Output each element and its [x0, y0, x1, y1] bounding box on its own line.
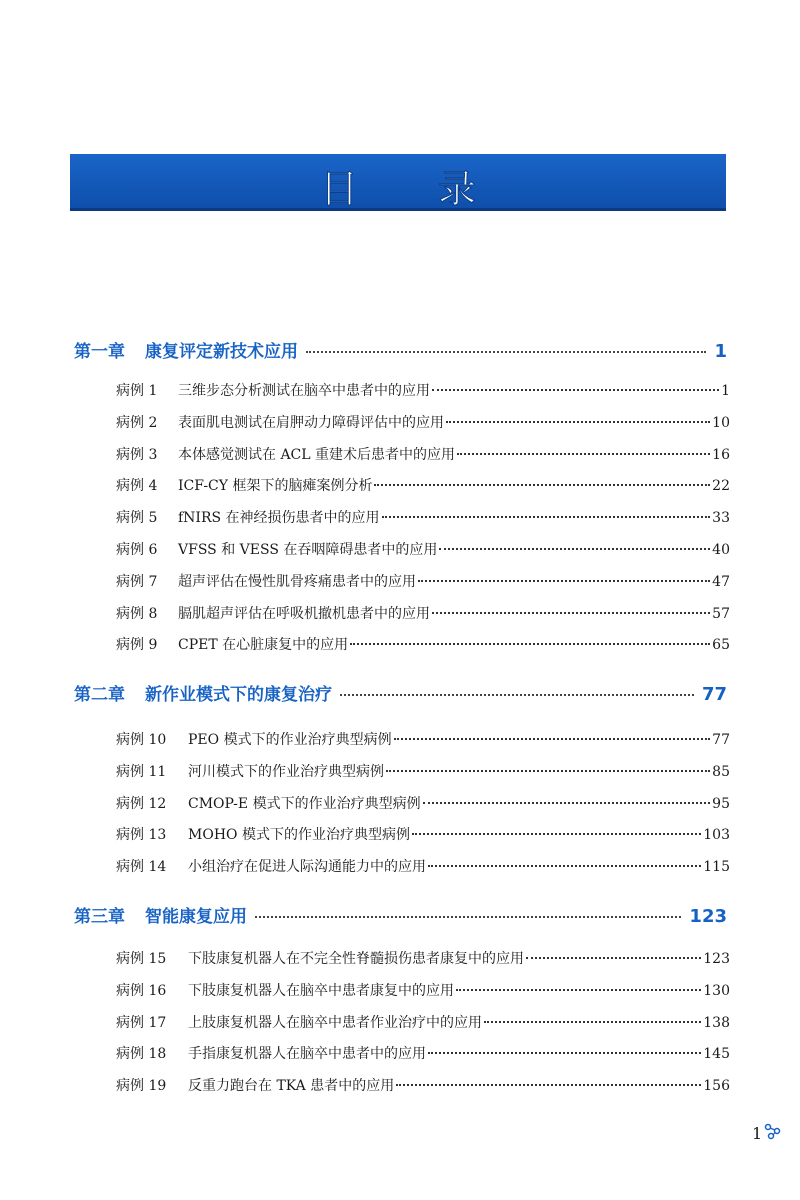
case-page-number: 57 [712, 605, 730, 622]
case-title: CPET 在心脏康复中的应用 [178, 637, 349, 654]
dot-leader [446, 421, 710, 423]
dot-leader [423, 802, 711, 804]
case-number: 病例 14 [116, 859, 167, 876]
case-number: 病例 19 [116, 1078, 167, 1095]
case-row[interactable] [116, 1012, 730, 1036]
case-row[interactable] [116, 824, 730, 848]
dot-leader [374, 484, 710, 486]
case-page-number: 33 [712, 510, 730, 527]
case-number: 病例 12 [116, 795, 167, 812]
case-row[interactable] [116, 980, 730, 1004]
dot-leader [456, 989, 701, 991]
case-title: fNIRS 在神经损伤患者中的应用 [178, 510, 380, 527]
chapter-row[interactable] [74, 337, 727, 365]
dot-leader [306, 351, 706, 353]
case-title: MOHO 模式下的作业治疗典型病例 [188, 827, 410, 844]
dot-leader [484, 1021, 701, 1023]
dot-leader [432, 389, 719, 391]
dot-leader [350, 643, 710, 645]
case-page-number: 10 [712, 414, 730, 431]
dot-leader [457, 453, 710, 455]
case-title: 本体感觉测试在 ACL 重建术后患者中的应用 [178, 446, 456, 463]
case-title: ICF-CY 框架下的脑瘫案例分析 [178, 478, 373, 495]
case-title: 河川模式下的作业治疗典型病例 [188, 763, 384, 780]
dot-leader [432, 612, 710, 614]
footer [752, 1122, 782, 1144]
case-title: PEO 模式下的作业治疗典型病例 [188, 732, 392, 748]
case-page-number: 145 [703, 1046, 730, 1063]
case-number: 病例 1 [116, 383, 158, 399]
case-title: VFSS 和 VESS 在吞咽障碍患者中的应用 [178, 542, 438, 558]
dot-leader [428, 1052, 701, 1054]
case-title: 超声评估在慢性肌骨疼痛患者中的应用 [178, 573, 416, 590]
chapter-page-number: 1 [714, 341, 727, 362]
chapter-row[interactable] [74, 902, 727, 930]
case-row[interactable] [116, 761, 730, 785]
dot-leader [386, 770, 710, 772]
case-title: 膈肌超声评估在呼吸机撤机患者中的应用 [178, 605, 430, 622]
chapter-page-number: 77 [701, 684, 727, 705]
chapter-number: 第一章 [74, 342, 125, 362]
case-page-number: 1 [721, 383, 730, 399]
case-row[interactable] [116, 1043, 730, 1067]
chapter-number: 第三章 [74, 907, 125, 927]
dot-leader [412, 833, 701, 835]
case-number: 病例 16 [116, 982, 167, 999]
case-page-number: 115 [703, 859, 730, 876]
case-page-number: 22 [712, 478, 730, 495]
case-number: 病例 4 [116, 478, 158, 495]
dot-leader [394, 738, 711, 740]
chapter-title: 康复评定新技术应用 [145, 342, 298, 362]
dot-leader [340, 694, 694, 696]
case-title: 下肢康复机器人在脑卒中患者康复中的应用 [188, 982, 454, 999]
case-page-number: 123 [703, 951, 730, 967]
case-title: 下肢康复机器人在不完全性脊髓损伤患者康复中的应用 [188, 951, 524, 967]
dot-leader [428, 865, 701, 867]
dot-leader [255, 916, 681, 918]
case-number: 病例 2 [116, 414, 158, 431]
case-row[interactable] [116, 539, 730, 563]
case-page-number: 156 [703, 1078, 730, 1095]
case-number: 病例 6 [116, 542, 158, 558]
case-title: 反重力跑台在 TKA 患者中的应用 [188, 1078, 395, 1095]
dot-leader [418, 580, 710, 582]
page-title: 目 录 [319, 167, 511, 211]
case-number: 病例 18 [116, 1046, 167, 1063]
case-title: 手指康复机器人在脑卒中患者中的应用 [188, 1046, 426, 1063]
case-row[interactable] [116, 507, 730, 531]
case-page-number: 130 [703, 982, 730, 999]
case-number: 病例 17 [116, 1014, 167, 1031]
chapter-number: 第二章 [74, 685, 125, 705]
chapter-row[interactable] [74, 680, 727, 708]
case-page-number: 40 [712, 542, 730, 558]
page-number: 1 [752, 1123, 763, 1143]
case-number: 病例 7 [116, 573, 158, 590]
case-page-number: 95 [712, 795, 730, 812]
chapter-title: 智能康复应用 [145, 907, 247, 927]
case-page-number: 16 [712, 446, 730, 463]
case-row[interactable] [116, 444, 730, 468]
case-number: 病例 5 [116, 510, 158, 527]
case-page-number: 47 [712, 573, 730, 590]
case-title: 上肢康复机器人在脑卒中患者作业治疗中的应用 [188, 1014, 482, 1031]
case-page-number: 103 [703, 827, 730, 844]
dot-leader [439, 548, 710, 550]
case-number: 病例 15 [116, 951, 167, 967]
case-row[interactable] [116, 634, 730, 658]
chapter-page-number: 123 [689, 906, 727, 927]
case-row[interactable] [116, 793, 730, 817]
case-number: 病例 9 [116, 637, 158, 654]
case-number: 病例 3 [116, 446, 158, 463]
dot-leader [526, 957, 701, 959]
case-row[interactable] [116, 856, 730, 880]
molecule-icon [764, 1122, 782, 1144]
case-row[interactable] [116, 380, 730, 404]
case-page-number: 85 [712, 763, 730, 780]
case-title: 小组治疗在促进人际沟通能力中的应用 [188, 859, 426, 876]
case-number: 病例 13 [116, 827, 167, 844]
case-page-number: 65 [712, 637, 730, 654]
case-row[interactable] [116, 948, 730, 972]
dot-leader [396, 1084, 701, 1086]
case-row[interactable] [116, 571, 730, 595]
case-row[interactable] [116, 603, 730, 627]
case-title: CMOP-E 模式下的作业治疗典型病例 [188, 795, 421, 812]
case-row[interactable] [116, 475, 730, 499]
case-title: 三维步态分析测试在脑卒中患者中的应用 [178, 383, 430, 399]
case-row[interactable] [116, 412, 730, 436]
case-page-number: 138 [703, 1014, 730, 1031]
case-row[interactable] [116, 729, 730, 753]
case-number: 病例 10 [116, 732, 167, 748]
case-number: 病例 11 [116, 763, 167, 780]
case-number: 病例 8 [116, 605, 158, 622]
chapter-title: 新作业模式下的康复治疗 [145, 685, 332, 705]
dot-leader [382, 516, 711, 518]
case-title: 表面肌电测试在肩胛动力障碍评估中的应用 [178, 414, 444, 431]
case-row[interactable] [116, 1075, 730, 1099]
case-page-number: 77 [712, 732, 730, 748]
